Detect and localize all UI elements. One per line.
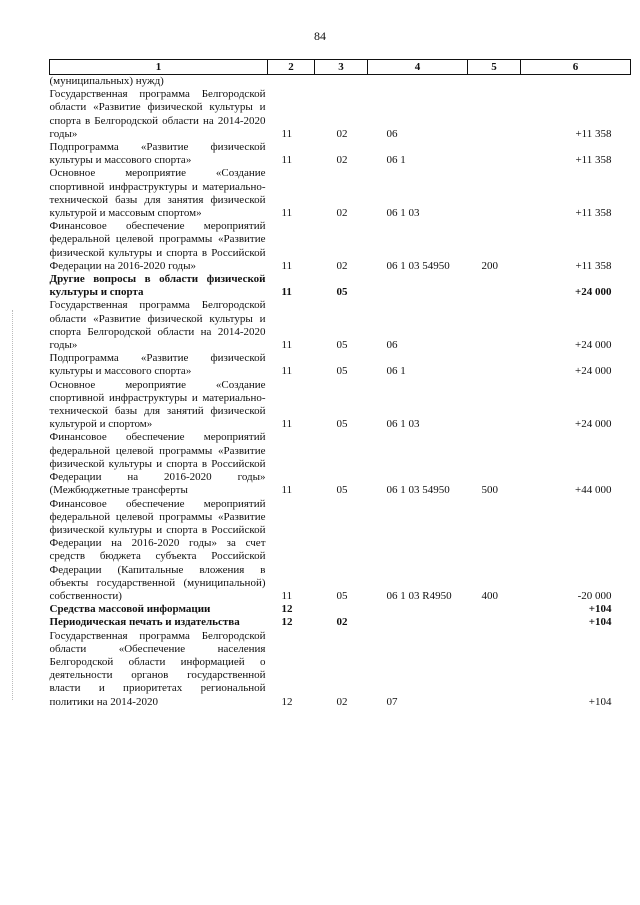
row-section-cell: 11: [281, 418, 293, 431]
row-amount-cell: +11 358: [575, 207, 612, 220]
row-section-cell: 11: [281, 207, 293, 220]
row-name-cell: Государственная программа Белгородской области «Развитие физической культуры и спорта Белгородской области на 2014-2020 годы»: [49, 299, 266, 352]
row-target-article-cell: 07: [386, 695, 398, 708]
row-name-cell: Финансовое обеспечение мероприятий федеральной целевой программы «Развитие физической культуры и спорта в Российской Федерации на 2016-2020 годы» (Межбюджетные трансферты: [49, 431, 266, 497]
row-section-cell: 11: [281, 365, 293, 378]
row-name-cell: Средства массовой информации: [49, 603, 211, 616]
row-expense-type-cell: 200: [481, 259, 498, 272]
row-name-cell: Периодическая печать и издательства: [49, 616, 240, 629]
row-target-article-cell: 06 1 03: [386, 207, 420, 220]
table-row: [50, 141, 631, 167]
column-header-2: 2: [268, 60, 315, 75]
row-amount-cell: +24 000: [575, 365, 612, 378]
table-row: [50, 75, 631, 89]
row-amount-cell: +44 000: [575, 484, 612, 497]
row-expense-type-cell: [468, 299, 521, 352]
table-row: [50, 603, 631, 616]
row-target-article-cell: [368, 75, 468, 89]
row-expense-type-cell: 400: [481, 589, 498, 602]
table-header: [50, 60, 631, 75]
row-target-article-cell: 06 1: [386, 154, 406, 167]
row-amount-cell: +24 000: [575, 339, 612, 352]
table-row: [50, 616, 631, 629]
row-amount-cell: +104: [588, 603, 612, 616]
table-row: [50, 379, 631, 432]
row-name-cell: Основное мероприятие «Создание спортивной инфраструктуры и материально-технической базы для занятий физической культурой и спортом»: [49, 378, 266, 431]
table-row: [50, 431, 631, 497]
table-row: [50, 498, 631, 604]
margin-scan-artifact: [12, 310, 14, 700]
row-expense-type-cell: [468, 273, 521, 299]
row-subsection-cell: 02: [336, 259, 348, 272]
row-expense-type-cell: 500: [481, 484, 498, 497]
row-amount-cell: -20 000: [577, 589, 612, 602]
row-subsection-cell: 02: [336, 616, 348, 629]
column-header-6: 6: [521, 60, 631, 75]
row-expense-type-cell: [468, 603, 521, 616]
row-subsection-cell: 05: [336, 589, 348, 602]
row-target-article-cell: 06 1 03: [386, 418, 420, 431]
row-name-cell: Подпрограмма «Развитие физической культуры и массового спорта»: [49, 352, 266, 378]
row-amount-cell: +24 000: [574, 286, 612, 299]
row-section-cell: 11: [281, 339, 293, 352]
column-header-1: 1: [50, 60, 268, 75]
row-amount-cell: +104: [588, 616, 612, 629]
row-target-article-cell: [368, 616, 468, 629]
table-row: [50, 88, 631, 141]
row-subsection-cell: 05: [336, 339, 348, 352]
table-row: [50, 167, 631, 220]
row-target-article-cell: 06 1: [386, 365, 406, 378]
row-subsection-cell: [315, 603, 368, 616]
table-row: [50, 299, 631, 352]
row-subsection-cell: 02: [336, 127, 348, 140]
table-row: [50, 352, 631, 378]
row-target-article-cell: 06 1 03 R4950: [386, 589, 452, 602]
row-amount-cell: +11 358: [575, 154, 612, 167]
row-target-article-cell: 06 1 03 54950: [386, 259, 450, 272]
row-expense-type-cell: [468, 352, 521, 378]
row-name-cell: (муниципальных) нужд): [49, 75, 164, 87]
table-body: [50, 75, 631, 709]
row-expense-type-cell: [468, 88, 521, 141]
row-target-article-cell: 06: [386, 339, 398, 352]
row-section-cell: 12: [281, 695, 293, 708]
row-expense-type-cell: [468, 75, 521, 89]
row-subsection-cell: 02: [336, 154, 348, 167]
row-amount-cell: +11 358: [575, 259, 612, 272]
row-section-cell: 12: [281, 616, 293, 629]
row-amount-cell: +24 000: [575, 418, 612, 431]
row-expense-type-cell: [468, 167, 521, 220]
table-row: [50, 273, 631, 299]
row-target-article-cell: [368, 273, 468, 299]
row-expense-type-cell: [468, 616, 521, 629]
row-name-cell: Финансовое обеспечение мероприятий федеральной целевой программы «Развитие физической культуры и спорта в Российской Федерации на 2016-2020 годы»: [49, 220, 266, 272]
row-name-cell: Финансовое обеспечение мероприятий федеральной целевой программы «Развитие физической культуры и спорта в Российской Федерации на 2016-2020 годы» за счет средств бюджета субъекта Российской Федерации (Капитальные вложения в объекты государственной (муниципальной) собственности): [49, 497, 266, 602]
row-section-cell: 11: [281, 259, 293, 272]
row-subsection-cell: 02: [336, 695, 348, 708]
row-subsection-cell: 05: [336, 286, 348, 299]
row-section-cell: 11: [281, 127, 293, 140]
row-section-cell: 11: [281, 484, 293, 497]
row-section-cell: 11: [281, 154, 293, 167]
table-row: [50, 220, 631, 273]
row-subsection-cell: 02: [336, 207, 348, 220]
page-number: 84: [314, 29, 326, 43]
row-section-cell: 11: [281, 589, 293, 602]
row-amount-cell: +104: [588, 695, 612, 708]
column-header-4: 4: [368, 60, 468, 75]
table-row: [50, 630, 631, 709]
row-name-cell: Основное мероприятие «Создание спортивной инфраструктуры и материально-технической базы для занятия физической культурой и массовым спортом»: [49, 167, 266, 220]
row-name-cell: Государственная программа Белгородской области «Обеспечение населения Белгородской области информацией о деятельности органов государственной власти и приоритетах региональной политики на 2014-2020: [49, 629, 266, 708]
column-header-5: 5: [468, 60, 521, 75]
row-name-cell: Государственная программа Белгородской области «Развитие физической культуры и спорта в Белгородской области на 2014-2020 годы»: [49, 88, 266, 140]
row-subsection-cell: [315, 75, 368, 89]
row-expense-type-cell: [468, 141, 521, 167]
row-name-cell: Другие вопросы в области физической культуры и спорта: [49, 273, 266, 299]
row-target-article-cell: 06 1 03 54950: [386, 484, 450, 497]
row-subsection-cell: 05: [336, 365, 348, 378]
column-header-3: 3: [315, 60, 368, 75]
row-expense-type-cell: [468, 630, 521, 709]
budget-table: [49, 59, 631, 709]
row-section-cell: [268, 75, 315, 89]
row-subsection-cell: 05: [336, 418, 348, 431]
row-section-cell: 12: [281, 603, 293, 616]
row-name-cell: Подпрограмма «Развитие физической культуры и массового спорта»: [49, 141, 266, 167]
row-amount-cell: [521, 75, 631, 89]
row-section-cell: 11: [281, 286, 292, 299]
row-amount-cell: +11 358: [575, 127, 612, 140]
row-target-article-cell: 06: [386, 127, 398, 140]
row-expense-type-cell: [468, 379, 521, 432]
row-target-article-cell: [368, 603, 468, 616]
row-subsection-cell: 05: [336, 484, 348, 497]
